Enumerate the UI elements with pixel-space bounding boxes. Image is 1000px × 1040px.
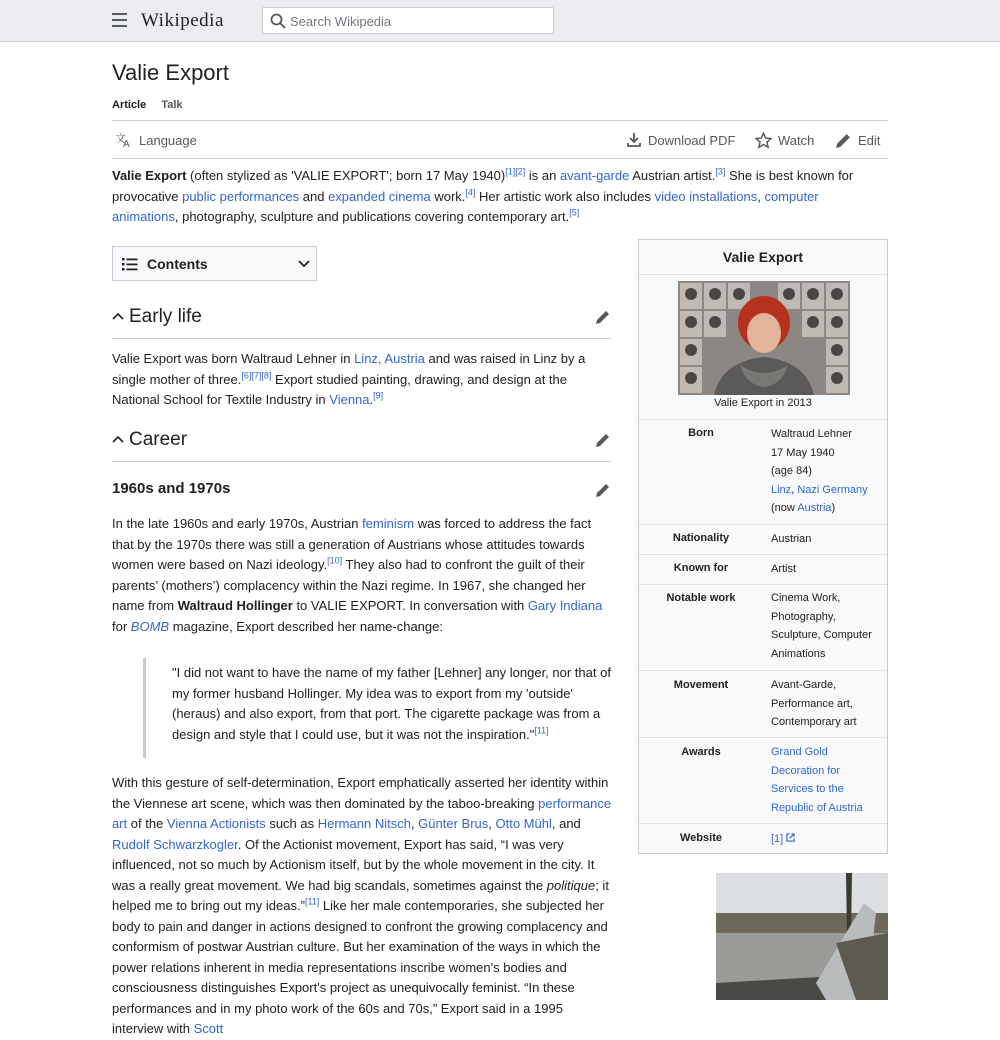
- text: ,: [488, 816, 496, 831]
- portrait-photo: [678, 281, 850, 395]
- divider: [112, 338, 611, 339]
- list-icon: [122, 257, 138, 271]
- text: Valie Export was born Waltraud Lehner in: [112, 351, 355, 366]
- link-video-installations[interactable]: video installations: [654, 188, 758, 204]
- river-image[interactable]: [716, 873, 888, 1000]
- pencil-icon[interactable]: [595, 482, 611, 498]
- link-scott[interactable]: Scott: [193, 1021, 224, 1036]
- ref-6[interactable]: [6]: [241, 370, 252, 381]
- movement-value: Avant-Garde, Performance art, Contemporary art: [771, 679, 857, 728]
- text: of the: [127, 816, 167, 831]
- contents-label: Contents: [147, 256, 208, 272]
- divider: [639, 554, 887, 555]
- lead-paragraph: [112, 166, 888, 228]
- text: is an: [525, 168, 560, 183]
- born-age: (age 84): [771, 465, 812, 477]
- header-bar: [0, 0, 1000, 42]
- ref-11[interactable]: [11]: [534, 725, 549, 736]
- link-grand-gold-decoration[interactable]: Grand Gold Decoration for Services to the Republic of Austria: [771, 746, 863, 814]
- chevron-down-icon: [298, 260, 310, 268]
- portrait-caption: Valie Export in 2013: [714, 397, 812, 409]
- awards-label: Awards: [681, 746, 721, 758]
- born-label: Born: [688, 427, 714, 439]
- quote-text: [172, 663, 612, 745]
- notable-work-value: Cinema Work, Photography, Sculpture, Computer Animations: [771, 592, 872, 660]
- text: magazine, Export described her name-change:: [169, 618, 443, 634]
- born-now: [771, 499, 883, 518]
- link-linz[interactable]: Linz: [771, 483, 792, 496]
- link-austria[interactable]: Austria: [797, 502, 832, 514]
- nationality-label: Nationality: [672, 532, 730, 544]
- link-nazi-germany[interactable]: Nazi Germany: [797, 483, 868, 496]
- awards-value: [771, 743, 883, 817]
- divider: [112, 120, 888, 121]
- subsection-heading: 1960s and 1970s: [112, 480, 231, 497]
- bold-name: Waltraud Hollinger: [177, 598, 293, 613]
- section-career: [112, 429, 611, 463]
- divider: [639, 524, 887, 525]
- born-value: [771, 425, 883, 518]
- ref-4[interactable]: [4]: [465, 187, 476, 198]
- ref-10[interactable]: [10]: [327, 555, 343, 566]
- website-link[interactable]: [1]: [771, 833, 784, 845]
- tab-talk[interactable]: Talk: [161, 99, 183, 111]
- born-place: [771, 481, 883, 500]
- edit-button[interactable]: [835, 132, 880, 149]
- text: Export studied painting, drawing, and design at the National School for Textile Industry in: [112, 371, 567, 407]
- blockquote: [143, 658, 614, 758]
- ref-9[interactable]: [9]: [373, 390, 384, 401]
- pencil-icon: [835, 132, 852, 149]
- text: ,: [757, 188, 765, 204]
- pencil-icon[interactable]: [595, 432, 611, 448]
- text: ,: [791, 483, 798, 496]
- link-avant-garde[interactable]: avant-garde: [559, 168, 630, 183]
- namespace-tabs: [112, 99, 195, 116]
- text: Like her male contemporaries, she subjected her body to pain and danger in actions designed to confront the growing complacency and conformism of postwar Austrian culture. But her examination of the ways in which the power relations inherent in media representations inscribe women's bodies and consciousness distinguishes Export's project as unequivocally feminist. “In these performances and in my photo work of the 60s and 70s,” Export said in a 1995 interview with: [112, 898, 608, 1036]
- external-link-icon: [786, 833, 795, 842]
- text: Her artistic work also includes: [475, 188, 655, 204]
- divider: [112, 461, 611, 462]
- text: . Of the Actionist movement, Export has said, “I was very influenced, not so much by Actionism itself, but by the whole movement in the city. It was a really great movement. We had big scandals, sometimes against the: [112, 836, 595, 893]
- divider: [639, 584, 887, 585]
- divider: [112, 158, 888, 159]
- text: was forced to address the fact that by the 1970s there was still a generation of Austrians whose attitudes towards women were based on Nazi ideology.: [112, 516, 592, 572]
- text: ,: [410, 816, 419, 831]
- subject-name: Valie Export: [112, 168, 187, 183]
- language-label: Language: [139, 132, 197, 148]
- language-button[interactable]: [115, 132, 197, 148]
- section-heading: Career: [129, 429, 188, 450]
- born-name: Waltraud Lehner: [771, 428, 852, 440]
- website-label: Website: [680, 832, 722, 844]
- link-performance-art[interactable]: performance art: [112, 795, 612, 831]
- text: , and: [551, 816, 581, 831]
- text: With this gesture of self-determination, Export emphatically asserted her identity within the Viennese art scene, which was then dominated by the taboo-breaking: [112, 775, 609, 811]
- ref-3[interactable]: [3]: [715, 166, 726, 177]
- ref-8[interactable]: [8]: [261, 370, 272, 381]
- text: (now: [771, 502, 798, 514]
- divider: [639, 737, 887, 738]
- notable-work-label: Notable work: [666, 592, 736, 604]
- download-icon: [626, 132, 642, 148]
- born-date: 17 May 1940: [771, 446, 835, 459]
- edit-label: Edit: [858, 133, 881, 148]
- link-hermann-nitsch[interactable]: Hermann Nitsch: [317, 816, 411, 831]
- svg-text:A: A: [123, 139, 130, 148]
- link-computer-animations[interactable]: computer animations: [112, 188, 819, 224]
- text: She is best known for provocative: [112, 168, 854, 204]
- text: to VALIE EXPORT. In conversation with: [292, 598, 528, 613]
- text: They also had to confront the guilt of their parents’ (mothers’) complacency within the Nazi regime. In 1967, she changed her name from: [112, 557, 586, 613]
- section-early-life: [112, 306, 611, 340]
- download-pdf-label: Download PDF: [648, 132, 736, 148]
- search-icon: [270, 13, 286, 29]
- infobox-title: Valie Export: [722, 249, 804, 265]
- early-life-paragraph: [112, 349, 611, 411]
- text: and: [299, 188, 329, 204]
- svg-text:文: 文: [115, 133, 126, 145]
- text: "I did not want to have the name of my father [Lehner] any longer, nor that of my former husband Hollinger. My idea was to export from my 'outside' (heraus) and also export, from that port. The cigarette package was from a design and style that I could use, but it was not the inspiration.": [172, 665, 611, 742]
- text: work.: [430, 188, 466, 204]
- watch-label: Watch: [778, 133, 815, 148]
- text: ): [831, 502, 836, 514]
- nationality-value: Austrian: [771, 533, 812, 545]
- watch-button[interactable]: [755, 132, 814, 149]
- search-input[interactable]: [262, 7, 554, 34]
- ref-7[interactable]: [7]: [251, 370, 262, 381]
- text: .: [369, 392, 374, 407]
- link-gary-indiana[interactable]: Gary Indiana: [527, 598, 603, 613]
- divider: [639, 670, 887, 671]
- link-gunter-brus[interactable]: Günter Brus: [418, 816, 489, 831]
- star-icon: [755, 132, 772, 149]
- divider: [639, 419, 887, 420]
- italic-term: politique: [546, 877, 596, 893]
- text: , photography, sculpture and publications covering contemporary art.: [174, 209, 570, 224]
- page-toolbar: [112, 130, 888, 152]
- contents-toggle[interactable]: [112, 246, 317, 281]
- text: Austrian artist.: [629, 168, 716, 183]
- website-value: [771, 830, 883, 849]
- text: (often stylized as 'VALIE EXPORT'; born 17 May 1940): [186, 168, 506, 183]
- text: for: [112, 618, 131, 634]
- chevron-up-icon[interactable]: [112, 311, 124, 323]
- section-heading: Early life: [129, 306, 202, 327]
- ref-5[interactable]: [5]: [569, 207, 580, 218]
- pencil-icon[interactable]: [595, 309, 611, 325]
- search-placeholder: Search Wikipedia: [290, 14, 392, 29]
- wikipedia-wordmark[interactable]: Wikipedia: [141, 10, 224, 31]
- ref-11[interactable]: [11]: [304, 896, 320, 907]
- career-paragraph-1: [112, 514, 611, 637]
- link-vienna-actionists[interactable]: Vienna Actionists: [166, 816, 266, 831]
- link-vienna[interactable]: Vienna: [329, 392, 370, 407]
- subsection-1960s-1970s: [112, 480, 611, 502]
- download-pdf-button[interactable]: [626, 132, 735, 148]
- link-feminism[interactable]: feminism: [362, 516, 415, 531]
- ref-2[interactable]: [2]: [515, 166, 526, 177]
- movement-label: Movement: [673, 679, 729, 691]
- menu-icon[interactable]: [112, 13, 127, 27]
- link-expanded-cinema[interactable]: expanded cinema: [328, 188, 431, 204]
- tab-article[interactable]: Article: [112, 99, 147, 111]
- known-for-label: Known for: [673, 562, 729, 574]
- ref-1[interactable]: [1]: [505, 166, 516, 177]
- language-icon: [115, 132, 133, 148]
- divider: [639, 274, 887, 275]
- link-otto-muhl[interactable]: Otto Mühl: [495, 816, 552, 831]
- link-linz-austria[interactable]: Linz, Austria: [354, 351, 425, 366]
- river-photo: [716, 873, 888, 1000]
- text: ; it helped me to bring out my ideas.”: [112, 877, 609, 913]
- known-for-value: Artist: [771, 563, 797, 575]
- link-bomb[interactable]: BOMB: [130, 618, 170, 634]
- text: In the late 1960s and early 1970s, Austrian: [112, 516, 363, 531]
- portrait-image[interactable]: [678, 281, 850, 395]
- link-public-performances[interactable]: public performances: [182, 188, 300, 204]
- text: and was raised in Linz by a single mother of three.: [112, 351, 586, 387]
- divider: [639, 823, 887, 824]
- infobox: [638, 239, 888, 854]
- link-rudolf-schwarzkogler[interactable]: Rudolf Schwarzkogler: [112, 836, 238, 852]
- chevron-up-icon[interactable]: [112, 434, 124, 446]
- text: such as: [265, 816, 318, 831]
- page-title: Valie Export: [112, 60, 229, 85]
